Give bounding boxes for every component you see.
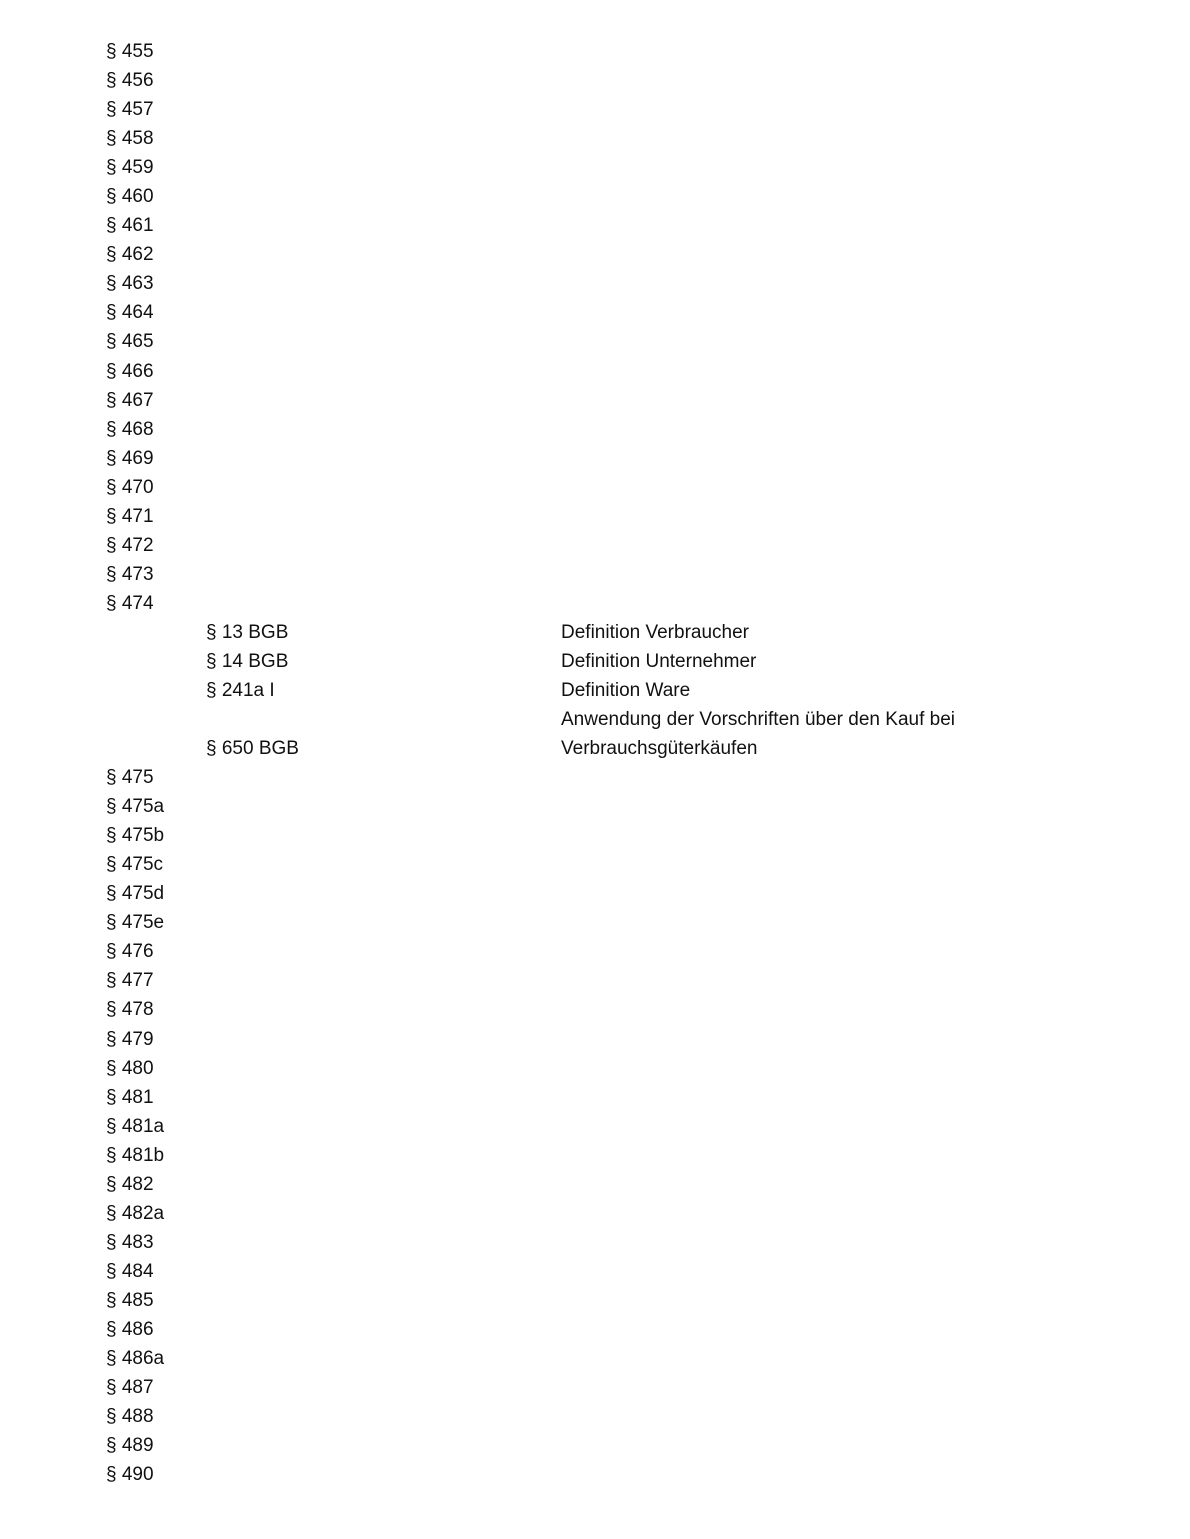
section-row <box>106 763 1106 792</box>
section-row <box>106 1228 1106 1257</box>
section-row <box>106 1460 1106 1489</box>
section-row <box>106 1025 1106 1054</box>
reference-row <box>106 705 1106 763</box>
section-row <box>106 327 1106 356</box>
reference-description <box>561 705 955 763</box>
section-number: § 463 <box>106 273 154 295</box>
reference-section: § 13 BGB <box>206 621 289 643</box>
reference-description: Definition Verbraucher <box>561 621 749 643</box>
section-number: § 471 <box>106 505 154 527</box>
reference-table <box>106 618 1106 763</box>
section-number: § 473 <box>106 563 154 585</box>
section-number: § 456 <box>106 70 154 92</box>
reference-row <box>106 676 1106 705</box>
section-number: § 480 <box>106 1057 154 1079</box>
section-row <box>106 937 1106 966</box>
section-row <box>106 1141 1106 1170</box>
reference-section: § 650 BGB <box>206 738 299 760</box>
reference-section: § 241a I <box>206 680 275 702</box>
section-number: § 467 <box>106 389 154 411</box>
section-number: § 478 <box>106 999 154 1021</box>
section-row <box>106 531 1106 560</box>
section-number: § 484 <box>106 1260 154 1282</box>
document-body <box>106 37 1106 1489</box>
section-row <box>106 444 1106 473</box>
section-number: § 464 <box>106 302 154 324</box>
section-number: § 476 <box>106 941 154 963</box>
section-number: § 481b <box>106 1144 165 1166</box>
section-row <box>106 1083 1106 1112</box>
section-number: § 470 <box>106 476 154 498</box>
section-number: § 472 <box>106 534 154 556</box>
section-row <box>106 1054 1106 1083</box>
reference-row <box>106 618 1106 647</box>
section-row <box>106 1373 1106 1402</box>
section-row <box>106 1402 1106 1431</box>
section-row <box>106 792 1106 821</box>
section-number: § 457 <box>106 99 154 121</box>
section-number: § 455 <box>106 41 154 62</box>
section-number: § 479 <box>106 1028 154 1050</box>
section-number: § 475e <box>106 912 165 934</box>
section-number: § 458 <box>106 128 154 150</box>
section-row <box>106 1431 1106 1460</box>
section-number: § 482a <box>106 1202 165 1224</box>
section-number: § 489 <box>106 1435 154 1457</box>
section-row <box>106 240 1106 269</box>
section-number: § 466 <box>106 360 154 382</box>
section-number: § 475c <box>106 854 164 876</box>
section-number: § 462 <box>106 244 154 266</box>
section-row <box>106 473 1106 502</box>
section-row <box>106 995 1106 1024</box>
section-row <box>106 1170 1106 1199</box>
section-row <box>106 966 1106 995</box>
section-number: § 459 <box>106 157 154 179</box>
section-number: § 490 <box>106 1464 154 1486</box>
reference-section: § 14 BGB <box>206 650 289 672</box>
section-row <box>106 1344 1106 1373</box>
section-row <box>106 37 1106 66</box>
section-row <box>106 386 1106 415</box>
section-row <box>106 502 1106 531</box>
reference-description: Definition Unternehmer <box>561 650 757 672</box>
section-number: § 487 <box>106 1377 154 1399</box>
section-row <box>106 124 1106 153</box>
section-number: § 481 <box>106 1086 154 1108</box>
section-row <box>106 821 1106 850</box>
section-row <box>106 1199 1106 1228</box>
section-row <box>106 589 1106 618</box>
section-row <box>106 66 1106 95</box>
section-row <box>106 850 1106 879</box>
section-number: § 475d <box>106 883 165 905</box>
section-number: § 474 <box>106 592 154 614</box>
section-row <box>106 908 1106 937</box>
section-number: § 465 <box>106 331 154 353</box>
section-row <box>106 1112 1106 1141</box>
reference-description-line: Anwendung der Vorschriften über den Kauf bei <box>561 709 955 731</box>
section-number: § 475 <box>106 767 154 789</box>
section-number: § 475b <box>106 825 165 847</box>
section-row <box>106 357 1106 386</box>
section-row <box>106 298 1106 327</box>
section-number: § 461 <box>106 215 154 237</box>
section-row <box>106 1257 1106 1286</box>
section-number: § 488 <box>106 1406 154 1428</box>
section-number: § 469 <box>106 447 154 469</box>
section-row <box>106 1315 1106 1344</box>
section-number: § 477 <box>106 970 154 992</box>
reference-description: Definition Ware <box>561 680 691 702</box>
section-list-after <box>106 763 1106 1489</box>
reference-row <box>106 647 1106 676</box>
section-number: § 481a <box>106 1115 165 1137</box>
section-number: § 460 <box>106 186 154 208</box>
section-row <box>106 182 1106 211</box>
section-row <box>106 879 1106 908</box>
section-number: § 486 <box>106 1318 154 1340</box>
section-number: § 468 <box>106 418 154 440</box>
section-row <box>106 269 1106 298</box>
section-row <box>106 560 1106 589</box>
section-row <box>106 95 1106 124</box>
section-row <box>106 211 1106 240</box>
section-number: § 486a <box>106 1348 165 1370</box>
reference-description-line: Verbrauchsgüterkäufen <box>561 738 758 760</box>
section-list-before <box>106 37 1106 618</box>
section-row <box>106 415 1106 444</box>
section-number: § 482 <box>106 1173 154 1195</box>
section-number: § 485 <box>106 1289 154 1311</box>
section-number: § 475a <box>106 796 165 818</box>
section-number: § 483 <box>106 1231 154 1253</box>
section-row <box>106 1286 1106 1315</box>
section-row <box>106 153 1106 182</box>
